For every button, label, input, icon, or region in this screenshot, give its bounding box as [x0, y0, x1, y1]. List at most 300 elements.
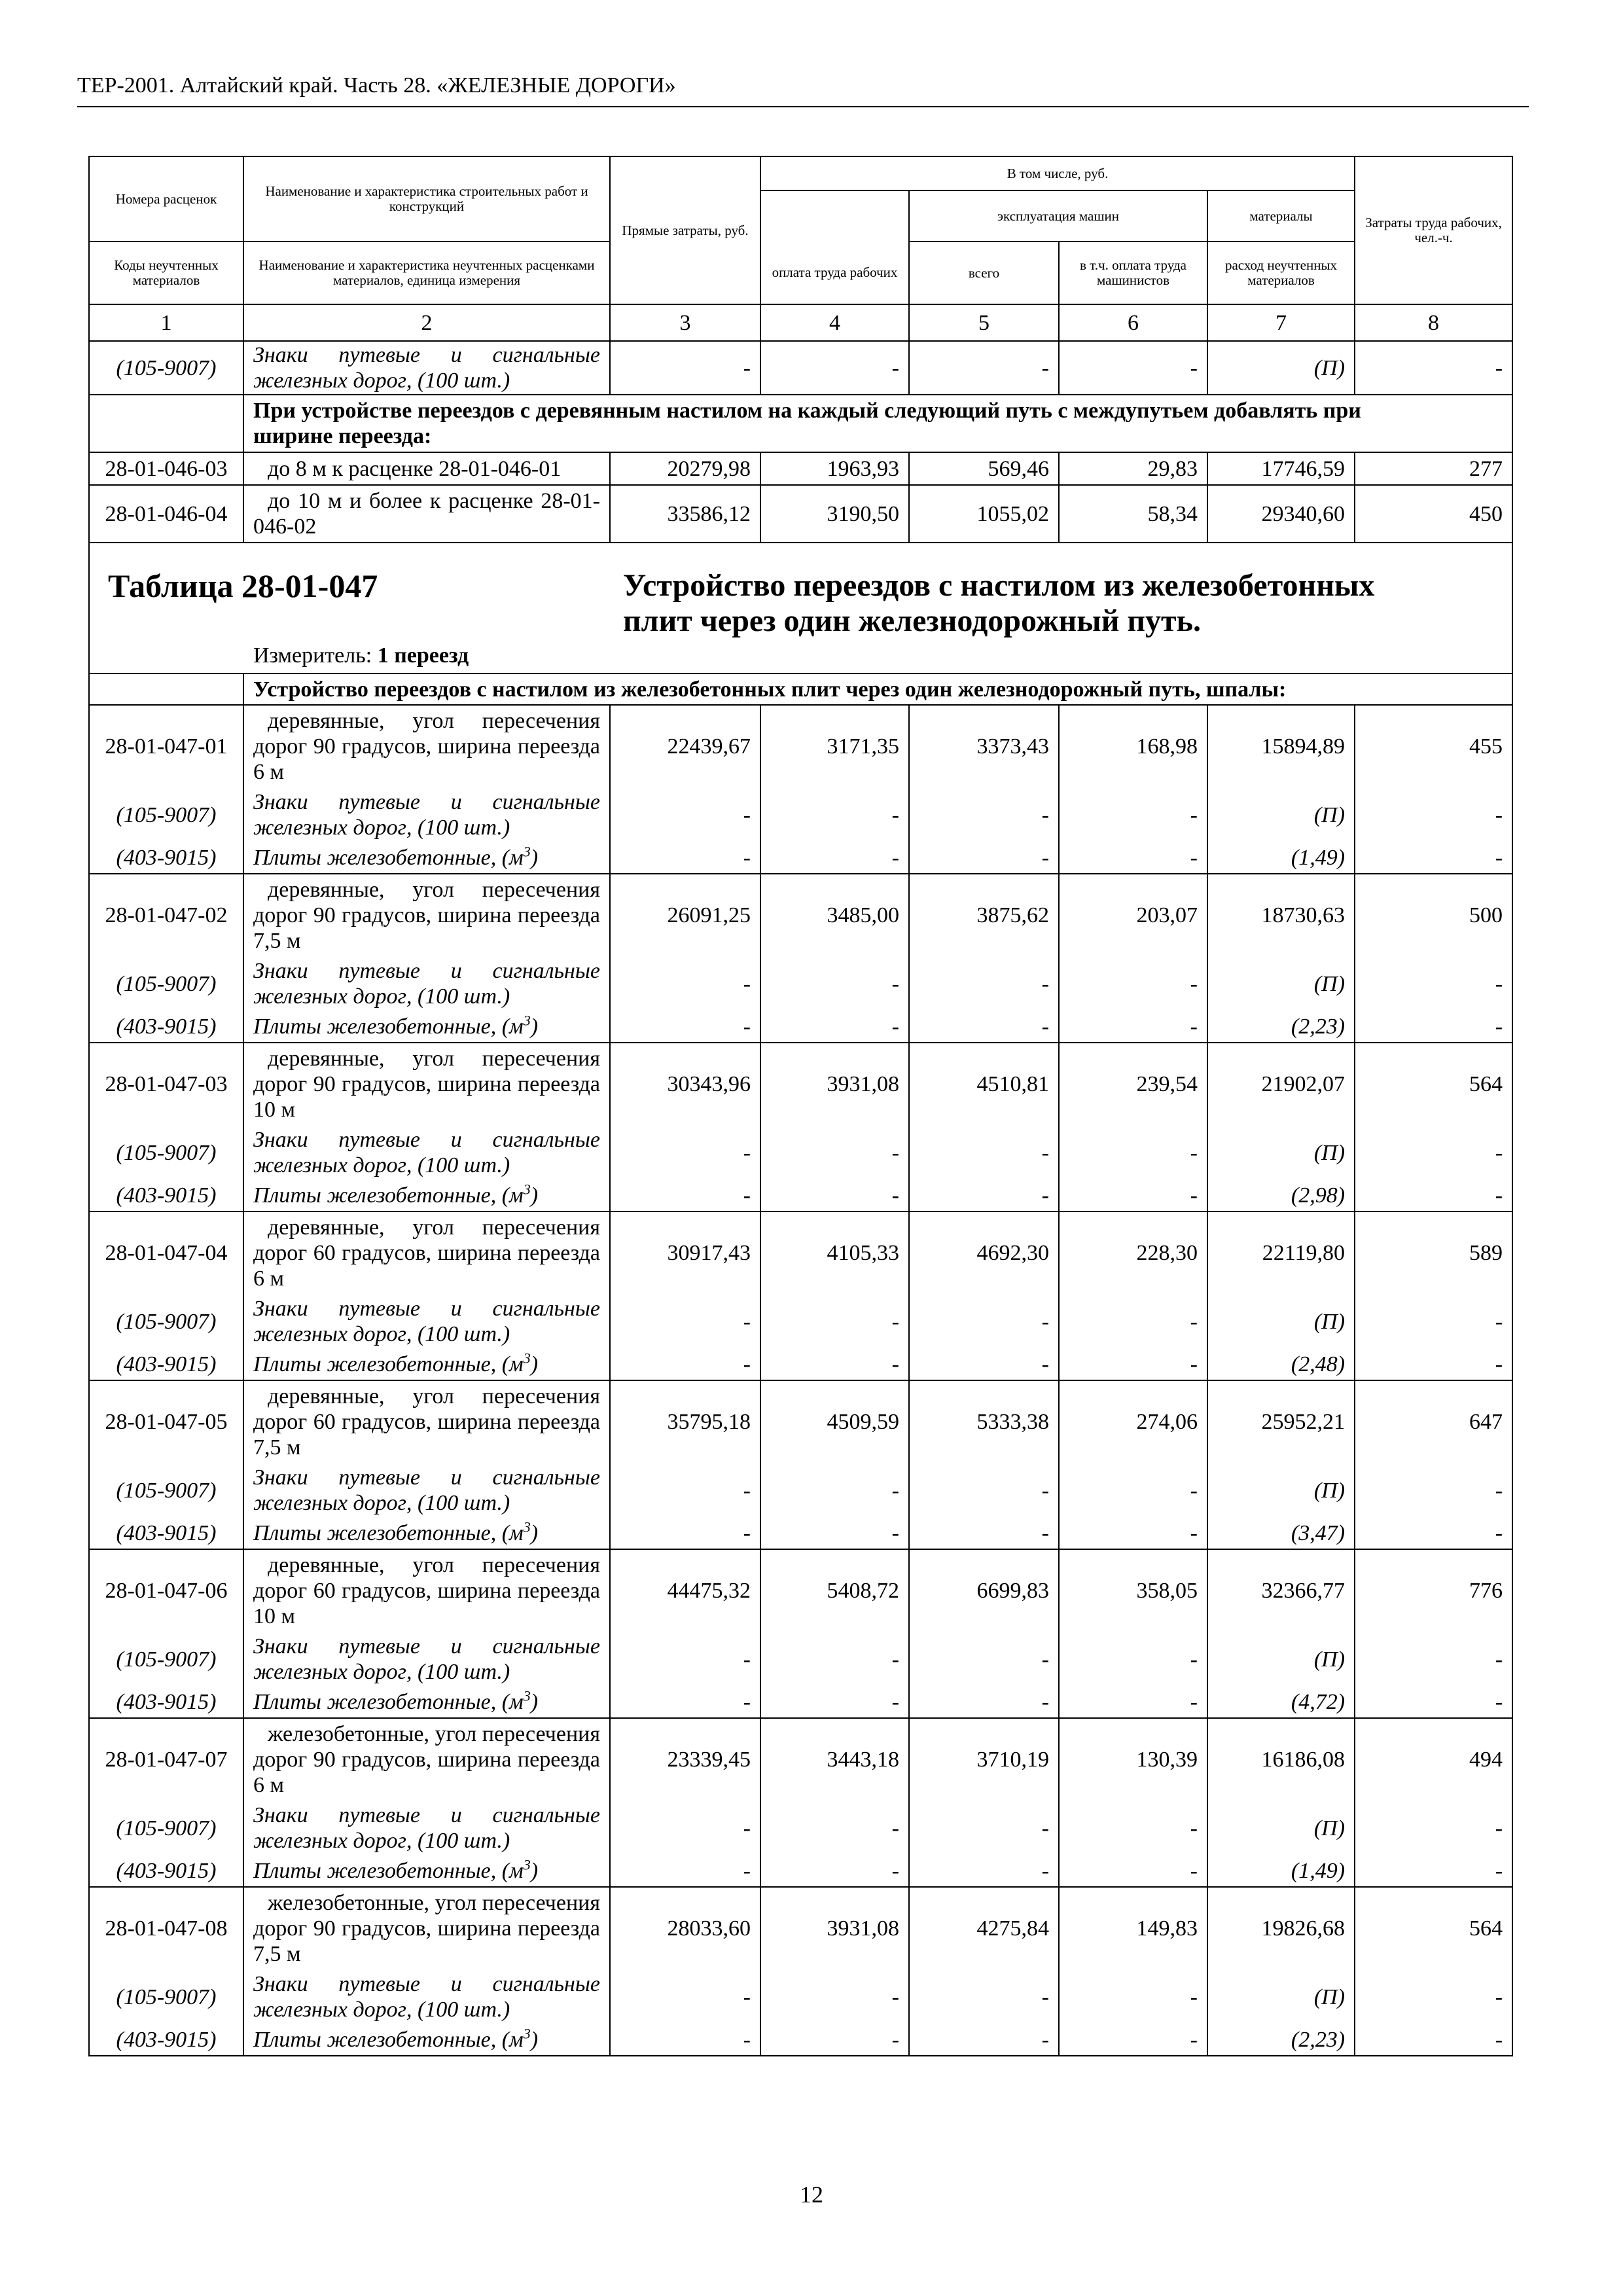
table-row [89, 1211, 1512, 1294]
value-cell: 3875,62 [909, 874, 1059, 956]
value-cell: - [909, 1856, 1059, 1887]
value-cell: 20279,98 [610, 452, 760, 485]
material-name-close: ) [530, 2028, 539, 2052]
value-cell: 4509,59 [760, 1380, 909, 1463]
value-cell: - [1355, 1632, 1512, 1687]
value-cell: - [610, 842, 760, 874]
col-number: 7 [1207, 304, 1355, 341]
rate-code: 28-01-046-03 [89, 452, 243, 485]
value-cell: (2,98) [1207, 1180, 1355, 1211]
value-cell: - [909, 1294, 1059, 1349]
col7-header: расход неучтенных материалов [1207, 242, 1355, 304]
material-code: (403-9015) [89, 1856, 243, 1887]
material-row [89, 1463, 1512, 1518]
value-cell: - [1355, 842, 1512, 874]
rate-name: до 10 м и более к расценке 28-01-046-02 [243, 485, 610, 543]
value-cell: - [610, 1632, 760, 1687]
meter-label: Измеритель: [253, 643, 372, 668]
value-cell: - [1355, 1969, 1512, 2024]
col-number: 4 [760, 304, 909, 341]
rate-name: деревянные, угол пересечения дорог 90 градусов, ширина переезда 10 м [243, 1043, 610, 1125]
value-cell: - [610, 2024, 760, 2056]
col-number: 8 [1355, 304, 1512, 341]
material-name-text: Плиты железобетонные, (м [253, 1859, 524, 1883]
value-cell: (П) [1207, 956, 1355, 1011]
value-cell: 4692,30 [909, 1211, 1059, 1294]
material-name: Знаки путевые и сигнальные железных дорог, (100 шт.) [243, 1801, 610, 1856]
material-name-close: ) [530, 1352, 539, 1376]
rate-code: 28-01-047-02 [89, 874, 243, 956]
value-cell: 4105,33 [760, 1211, 909, 1294]
value-cell: - [1059, 1349, 1207, 1380]
material-row [89, 1349, 1512, 1380]
unit-exponent: 3 [523, 1012, 531, 1029]
value-cell: - [760, 341, 909, 395]
material-name [243, 1011, 610, 1043]
value-cell: - [1059, 1632, 1207, 1687]
value-cell: - [760, 1349, 909, 1380]
section-heading: При устройстве переездов с деревянным настилом на каждый следующий путь с междупутьем добавлять при ширине переезда: [243, 395, 1512, 452]
value-cell: - [760, 1125, 909, 1180]
value-cell: 564 [1355, 1043, 1512, 1125]
table-row [89, 1718, 1512, 1801]
value-cell: 30343,96 [610, 1043, 760, 1125]
value-cell: - [1355, 1349, 1512, 1380]
value-cell: 5333,38 [909, 1380, 1059, 1463]
material-name [243, 1349, 610, 1380]
value-cell: - [1355, 787, 1512, 842]
value-cell: - [909, 1463, 1059, 1518]
material-row [89, 1518, 1512, 1549]
value-cell: - [909, 1180, 1059, 1211]
material-name-text: Плиты железобетонные, (м [253, 1352, 524, 1376]
rate-name: деревянные, угол пересечения дорог 60 градусов, ширина переезда 7,5 м [243, 1380, 610, 1463]
value-cell: 29,83 [1059, 452, 1207, 485]
col2-top-header: Наименование и характеристика строительных работ и конструкций [243, 156, 610, 242]
material-name [243, 1180, 610, 1211]
unit-exponent: 3 [523, 1518, 531, 1535]
unit-exponent: 3 [523, 1856, 531, 1873]
material-name-close: ) [530, 1859, 539, 1883]
table-row [89, 1043, 1512, 1125]
value-cell: - [1355, 1463, 1512, 1518]
material-name-close: ) [530, 846, 539, 870]
value-cell: 23339,45 [610, 1718, 760, 1801]
value-cell: - [909, 341, 1059, 395]
table-row [89, 485, 1512, 543]
value-cell: (3,47) [1207, 1518, 1355, 1549]
value-cell: - [1059, 1463, 1207, 1518]
value-cell: 22119,80 [1207, 1211, 1355, 1294]
value-cell: - [909, 1125, 1059, 1180]
value-cell: (П) [1207, 1125, 1355, 1180]
value-cell: 3931,08 [760, 1887, 909, 1969]
value-cell: - [1059, 1969, 1207, 2024]
value-cell: 203,07 [1059, 874, 1207, 956]
material-name-text: Плиты железобетонные, (м [253, 1521, 524, 1545]
rate-name: деревянные, угол пересечения дорог 60 градусов, ширина переезда 6 м [243, 1211, 610, 1294]
rate-code: 28-01-047-05 [89, 1380, 243, 1463]
value-cell: 569,46 [909, 452, 1059, 485]
value-cell: 564 [1355, 1887, 1512, 1969]
material-code: (403-9015) [89, 842, 243, 874]
value-cell: - [610, 341, 760, 395]
material-name [243, 2024, 610, 2056]
value-cell: 168,98 [1059, 705, 1207, 787]
value-cell: - [909, 1011, 1059, 1043]
value-cell: 3190,50 [760, 485, 909, 543]
table-row [89, 452, 1512, 485]
value-cell: (2,23) [1207, 2024, 1355, 2056]
value-cell: 33586,12 [610, 485, 760, 543]
value-cell: - [610, 1294, 760, 1349]
value-cell: - [610, 1349, 760, 1380]
rate-name: до 8 м к расценке 28-01-046-01 [243, 452, 610, 485]
rates-table [88, 156, 1513, 2056]
value-cell: - [1355, 1856, 1512, 1887]
col4-top-blank [760, 190, 909, 242]
value-cell: - [610, 1180, 760, 1211]
material-row [89, 842, 1512, 874]
material-name [243, 1856, 610, 1887]
value-cell: 5408,72 [760, 1549, 909, 1632]
value-cell: - [1059, 842, 1207, 874]
material-row [89, 1180, 1512, 1211]
value-cell: - [760, 787, 909, 842]
material-code: (403-9015) [89, 1687, 243, 1718]
value-cell: 589 [1355, 1211, 1512, 1294]
value-cell: 3443,18 [760, 1718, 909, 1801]
material-row [89, 1011, 1512, 1043]
col4-header: оплата труда рабочих [760, 242, 909, 304]
value-cell: 17746,59 [1207, 452, 1355, 485]
value-cell: - [1059, 341, 1207, 395]
value-cell: 228,30 [1059, 1211, 1207, 1294]
rate-code: 28-01-047-03 [89, 1043, 243, 1125]
material-code: (105-9007) [89, 787, 243, 842]
table-row [89, 1887, 1512, 1969]
value-cell: - [610, 1518, 760, 1549]
material-code: (105-9007) [89, 1801, 243, 1856]
value-cell: - [760, 1632, 909, 1687]
value-cell: 3485,00 [760, 874, 909, 956]
col-number: 6 [1059, 304, 1207, 341]
value-cell: - [1355, 341, 1512, 395]
material-name: Знаки путевые и сигнальные железных дорог, (100 шт.) [243, 1463, 610, 1518]
col2-bottom-header: Наименование и характеристика неучтенных расценками материалов, единица измерения [243, 242, 610, 304]
material-name-close: ) [530, 1183, 539, 1208]
value-cell: - [610, 1856, 760, 1887]
value-cell: 22439,67 [610, 705, 760, 787]
value-cell: 274,06 [1059, 1380, 1207, 1463]
rate-code: 28-01-046-04 [89, 485, 243, 543]
material-name-text: Плиты железобетонные, (м [253, 2028, 524, 2052]
value-cell: - [760, 1011, 909, 1043]
material-name-close: ) [530, 1014, 539, 1039]
value-cell: - [1059, 1125, 1207, 1180]
material-name: Знаки путевые и сигнальные железных дорог, (100 шт.) [243, 1125, 610, 1180]
material-name [243, 1687, 610, 1718]
material-row [89, 1856, 1512, 1887]
value-cell: (2,48) [1207, 1349, 1355, 1380]
material-code: (105-9007) [89, 1463, 243, 1518]
material-name: Знаки путевые и сигнальные железных дорог, (100 шт.) [243, 787, 610, 842]
material-row [89, 1125, 1512, 1180]
material-code: (403-9015) [89, 1180, 243, 1211]
material-row [89, 1632, 1512, 1687]
machines-header: эксплуатация машин [909, 190, 1207, 242]
unit-exponent: 3 [523, 843, 531, 860]
material-code: (105-9007) [89, 956, 243, 1011]
material-name: Знаки путевые и сигнальные железных дорог, (100 шт.) [243, 1969, 610, 2024]
material-code: (105-9007) [89, 1969, 243, 2024]
value-cell: (4,72) [1207, 1687, 1355, 1718]
value-cell: 15894,89 [1207, 705, 1355, 787]
value-cell: 647 [1355, 1380, 1512, 1463]
value-cell: - [1059, 1856, 1207, 1887]
value-cell: - [610, 956, 760, 1011]
rate-name: железобетонные, угол пересечения дорог 90 градусов, ширина переезда 7,5 м [243, 1887, 610, 1969]
value-cell: (2,23) [1207, 1011, 1355, 1043]
material-code: (403-9015) [89, 1349, 243, 1380]
material-name-text: Плиты железобетонные, (м [253, 846, 524, 870]
rate-name: деревянные, угол пересечения дорог 60 градусов, ширина переезда 10 м [243, 1549, 610, 1632]
value-cell: 44475,32 [610, 1549, 760, 1632]
value-cell: - [1355, 1687, 1512, 1718]
material-code: (105-9007) [89, 341, 243, 395]
value-cell: 3931,08 [760, 1043, 909, 1125]
value-cell: - [1355, 1011, 1512, 1043]
col6-header: в т.ч. оплата труда машинистов [1059, 242, 1207, 304]
col1-top-header: Номера расценок [89, 156, 243, 242]
in-total-header: В том числе, руб. [760, 156, 1355, 190]
value-cell: 29340,60 [1207, 485, 1355, 543]
value-cell: 1055,02 [909, 485, 1059, 543]
material-name-close: ) [530, 1690, 539, 1714]
material-row [89, 1294, 1512, 1349]
value-cell: 149,83 [1059, 1887, 1207, 1969]
value-cell: - [760, 1856, 909, 1887]
value-cell: - [610, 1011, 760, 1043]
value-cell: - [1059, 1294, 1207, 1349]
value-cell: (П) [1207, 1801, 1355, 1856]
value-cell: - [909, 1518, 1059, 1549]
value-cell: 1963,93 [760, 452, 909, 485]
value-cell: - [1059, 2024, 1207, 2056]
rate-code: 28-01-047-04 [89, 1211, 243, 1294]
value-cell: 494 [1355, 1718, 1512, 1801]
table-row [89, 341, 1512, 395]
value-cell: - [760, 1687, 909, 1718]
value-cell: (1,49) [1207, 842, 1355, 874]
value-cell: - [909, 1632, 1059, 1687]
value-cell: - [760, 1969, 909, 2024]
material-name: Знаки путевые и сигнальные железных дорог, (100 шт.) [243, 1632, 610, 1687]
table-row [89, 874, 1512, 956]
meter [253, 643, 469, 668]
value-cell: - [610, 1687, 760, 1718]
value-cell: - [610, 787, 760, 842]
materials-header: материалы [1207, 190, 1355, 242]
col-number: 3 [610, 304, 760, 341]
header-rule [77, 106, 1529, 107]
value-cell: 455 [1355, 705, 1512, 787]
value-cell: - [610, 1463, 760, 1518]
rate-name: деревянные, угол пересечения дорог 90 градусов, ширина переезда 6 м [243, 705, 610, 787]
value-cell: - [760, 1463, 909, 1518]
unit-exponent: 3 [523, 2025, 531, 2042]
section-row [89, 673, 1512, 705]
table-row [89, 1549, 1512, 1632]
value-cell: - [1059, 956, 1207, 1011]
value-cell: 32366,77 [1207, 1549, 1355, 1632]
rate-code: 28-01-047-08 [89, 1887, 243, 1969]
value-cell: - [1059, 1011, 1207, 1043]
col-number: 1 [89, 304, 243, 341]
material-row [89, 1687, 1512, 1718]
section-row [89, 395, 1512, 452]
col8-header: Затраты труда рабочих, чел.-ч. [1355, 156, 1512, 304]
value-cell: 28033,60 [610, 1887, 760, 1969]
value-cell: 450 [1355, 485, 1512, 543]
value-cell: - [1059, 1801, 1207, 1856]
material-name: Знаки путевые и сигнальные железных дорог, (100 шт.) [243, 1294, 610, 1349]
rate-code: 28-01-047-06 [89, 1549, 243, 1632]
value-cell: 3710,19 [909, 1718, 1059, 1801]
value-cell: - [760, 1294, 909, 1349]
value-cell: - [1355, 1125, 1512, 1180]
value-cell: (П) [1207, 1969, 1355, 2024]
meter-value: 1 переезд [377, 643, 469, 668]
value-cell: 30917,43 [610, 1211, 760, 1294]
rate-name: деревянные, угол пересечения дорог 90 градусов, ширина переезда 7,5 м [243, 874, 610, 956]
value-cell: 35795,18 [610, 1380, 760, 1463]
table-row [89, 705, 1512, 787]
value-cell: - [610, 1125, 760, 1180]
material-row [89, 956, 1512, 1011]
value-cell: - [909, 842, 1059, 874]
col1-bottom-header: Коды неучтенных материалов [89, 242, 243, 304]
material-code: (105-9007) [89, 1125, 243, 1180]
value-cell: (1,49) [1207, 1856, 1355, 1887]
table-row [89, 1380, 1512, 1463]
material-code: (403-9015) [89, 1518, 243, 1549]
value-cell: 18730,63 [1207, 874, 1355, 956]
value-cell: 130,39 [1059, 1718, 1207, 1801]
value-cell: (П) [1207, 1294, 1355, 1349]
value-cell: - [1355, 2024, 1512, 2056]
value-cell: 16186,08 [1207, 1718, 1355, 1801]
material-code: (105-9007) [89, 1632, 243, 1687]
value-cell: 3171,35 [760, 705, 909, 787]
value-cell: - [909, 787, 1059, 842]
value-cell: - [1059, 1180, 1207, 1211]
value-cell: 19826,68 [1207, 1887, 1355, 1969]
material-row [89, 787, 1512, 842]
value-cell: 58,34 [1059, 485, 1207, 543]
material-code: (403-9015) [89, 2024, 243, 2056]
value-cell: 6699,83 [909, 1549, 1059, 1632]
value-cell: - [760, 1801, 909, 1856]
unit-exponent: 3 [523, 1350, 531, 1367]
value-cell: - [909, 1801, 1059, 1856]
material-name-text: Плиты железобетонные, (м [253, 1014, 524, 1039]
value-cell: - [1355, 1801, 1512, 1856]
page-number: 12 [800, 2181, 823, 2208]
value-cell: - [909, 1969, 1059, 2024]
value-cell: - [1059, 1687, 1207, 1718]
value-cell: 358,05 [1059, 1549, 1207, 1632]
value-cell: 776 [1355, 1549, 1512, 1632]
value-cell: - [760, 956, 909, 1011]
value-cell: - [610, 1801, 760, 1856]
value-cell: - [1355, 1180, 1512, 1211]
material-name [243, 1518, 610, 1549]
col-number: 5 [909, 304, 1059, 341]
section-heading: Устройство переездов с настилом из железобетонных плит через один железнодорожный путь, шпалы: [243, 673, 1512, 705]
value-cell: - [760, 1180, 909, 1211]
material-name [243, 842, 610, 874]
rate-code: 28-01-047-07 [89, 1718, 243, 1801]
col-number: 2 [243, 304, 610, 341]
value-cell: - [909, 2024, 1059, 2056]
value-cell: - [760, 1518, 909, 1549]
value-cell: (П) [1207, 787, 1355, 842]
value-cell: 239,54 [1059, 1043, 1207, 1125]
table-number: Таблица 28-01-047 [108, 567, 378, 604]
material-name: Знаки путевые и сигнальные железных дорог, (100 шт.) [243, 956, 610, 1011]
value-cell: (П) [1207, 341, 1355, 395]
value-cell: - [760, 842, 909, 874]
value-cell: 277 [1355, 452, 1512, 485]
running-header: ТЕР-2001. Алтайский край. Часть 28. «ЖЕЛЕЗНЫЕ ДОРОГИ» [77, 73, 676, 98]
value-cell: 21902,07 [1207, 1043, 1355, 1125]
value-cell: - [1355, 1518, 1512, 1549]
unit-exponent: 3 [523, 1181, 531, 1198]
value-cell: (П) [1207, 1632, 1355, 1687]
material-row [89, 2024, 1512, 2056]
material-name-text: Плиты железобетонные, (м [253, 1690, 524, 1714]
value-cell: (П) [1207, 1463, 1355, 1518]
material-row [89, 1969, 1512, 2024]
col5-header: всего [909, 242, 1059, 304]
value-cell: - [909, 956, 1059, 1011]
value-cell: - [1059, 1518, 1207, 1549]
value-cell: - [909, 1349, 1059, 1380]
value-cell: - [909, 1687, 1059, 1718]
rate-name: железобетонные, угол пересечения дорог 90 градусов, ширина переезда 6 м [243, 1718, 610, 1801]
col3-header: Прямые затраты, руб. [610, 156, 760, 304]
material-row [89, 1801, 1512, 1856]
table-title-block [89, 543, 1512, 673]
value-cell: 26091,25 [610, 874, 760, 956]
value-cell: - [1355, 1294, 1512, 1349]
value-cell: - [1059, 787, 1207, 842]
value-cell: - [1355, 956, 1512, 1011]
table-title: Устройство переездов с настилом из железобетонных плит через один железнодорожный путь. [623, 568, 1375, 638]
material-code: (403-9015) [89, 1011, 243, 1043]
value-cell: 4510,81 [909, 1043, 1059, 1125]
value-cell: - [610, 1969, 760, 2024]
unit-exponent: 3 [523, 1687, 531, 1704]
material-name: Знаки путевые и сигнальные железных дорог, (100 шт.) [243, 341, 610, 395]
value-cell: 25952,21 [1207, 1380, 1355, 1463]
material-name-text: Плиты железобетонные, (м [253, 1183, 524, 1208]
material-name-close: ) [530, 1521, 539, 1545]
value-cell: 3373,43 [909, 705, 1059, 787]
value-cell: 4275,84 [909, 1887, 1059, 1969]
value-cell: 500 [1355, 874, 1512, 956]
